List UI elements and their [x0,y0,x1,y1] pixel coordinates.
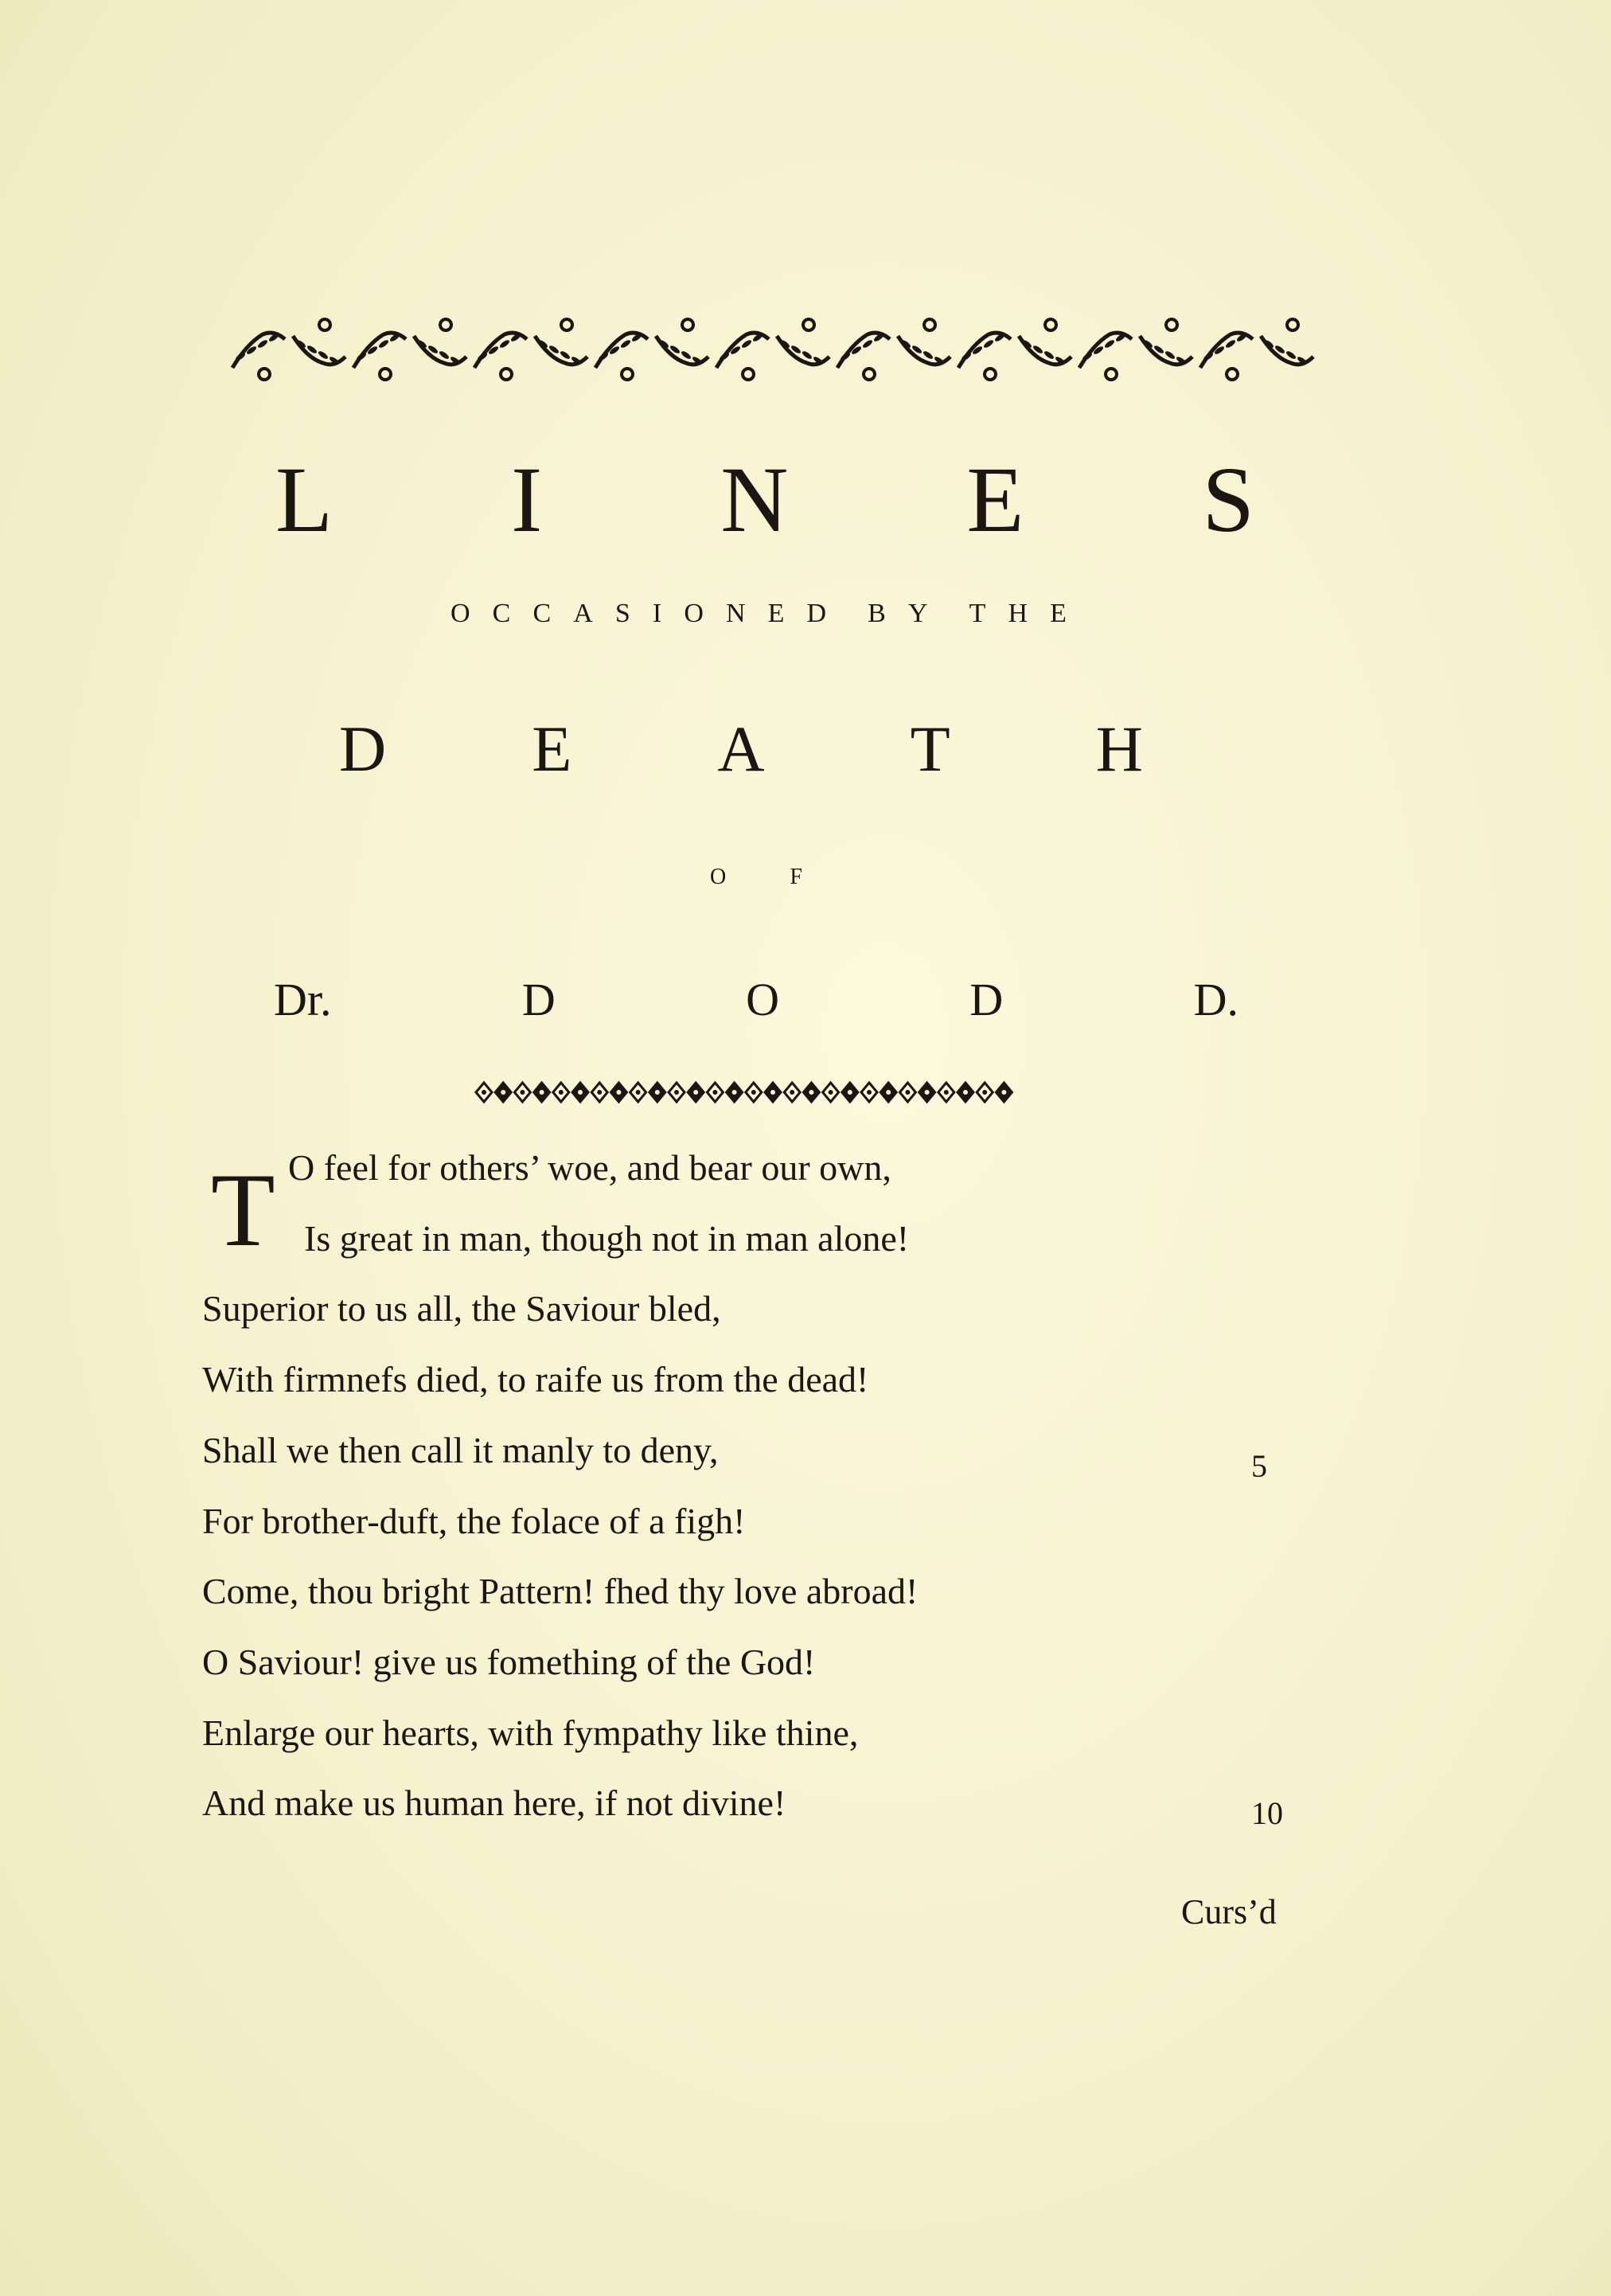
catchword: Curs’d [1181,1892,1277,1931]
title-letter: N [720,447,789,552]
line-number: 10 [1251,1795,1283,1831]
title-letter: E [532,713,572,785]
drop-cap: T [211,1151,275,1268]
subtitle-occasioned-by-the [451,599,1067,629]
subtitle-letter: E [1050,599,1067,628]
fleuron-rule-ornament [474,1080,1024,1105]
subtitle-letter: Y [907,599,928,628]
title-letter: L [275,447,334,552]
poem-line: And make us human here, if not divine! [202,1783,786,1823]
subtitle-letter: H [1008,599,1028,628]
title-letter: E [966,447,1024,552]
title-death [339,712,1143,787]
title-letter: H [1095,713,1143,785]
title-letter: A [717,713,765,785]
poem-line: Shall we then call it manly to deny, [202,1430,719,1470]
subtitle-letter: T [969,599,986,628]
subtitle-letter: O [451,599,470,628]
subtitle-letter: O [684,599,704,628]
title-lines [275,446,1254,554]
title-part: Dr. [274,974,332,1025]
poem-line: Is great in man, though not in man alone! [304,1218,910,1259]
poem-line: Enlarge our hearts, with fympathy like thine, [202,1712,859,1753]
title-part: D [521,974,556,1025]
title-part: O [746,974,779,1025]
subtitle-letter: C [532,599,552,628]
poem-line: Superior to us all, the Saviour bled, [202,1288,721,1329]
subtitle-letter: A [573,599,593,628]
subtitle-letter: F [790,865,802,889]
subtitle-of [710,865,802,890]
poem-line: O Saviour! give us fomething of the God! [202,1642,816,1682]
subtitle-letter: I [652,599,662,628]
poem-line: O feel for others’ woe, and bear our own, [288,1147,891,1188]
subtitle-letter: O [710,865,727,889]
poem-line: Come, thou bright Pattern! fhed thy love abroad! [202,1571,919,1611]
title-letter: I [511,447,543,552]
title-letter: S [1202,447,1254,552]
title-letter: T [910,713,950,785]
subtitle-letter: B [868,599,886,628]
title-dr-dodd [274,973,1238,1026]
title-part: D [969,974,1004,1025]
title-letter: D [339,713,387,785]
title-part: D. [1193,974,1238,1025]
subtitle-letter: N [725,599,746,628]
subtitle-letter: S [614,599,630,628]
line-number: 5 [1251,1448,1267,1484]
subtitle-letter: E [767,599,785,628]
poem-line: For brother-duft, the folace of a figh! [202,1501,746,1541]
floral-headpiece-ornament [216,312,1315,384]
subtitle-letter: C [492,599,511,628]
poem-line: With firmnefs died, to raife us from the dead! [202,1359,869,1400]
subtitle-letter: D [806,599,827,628]
